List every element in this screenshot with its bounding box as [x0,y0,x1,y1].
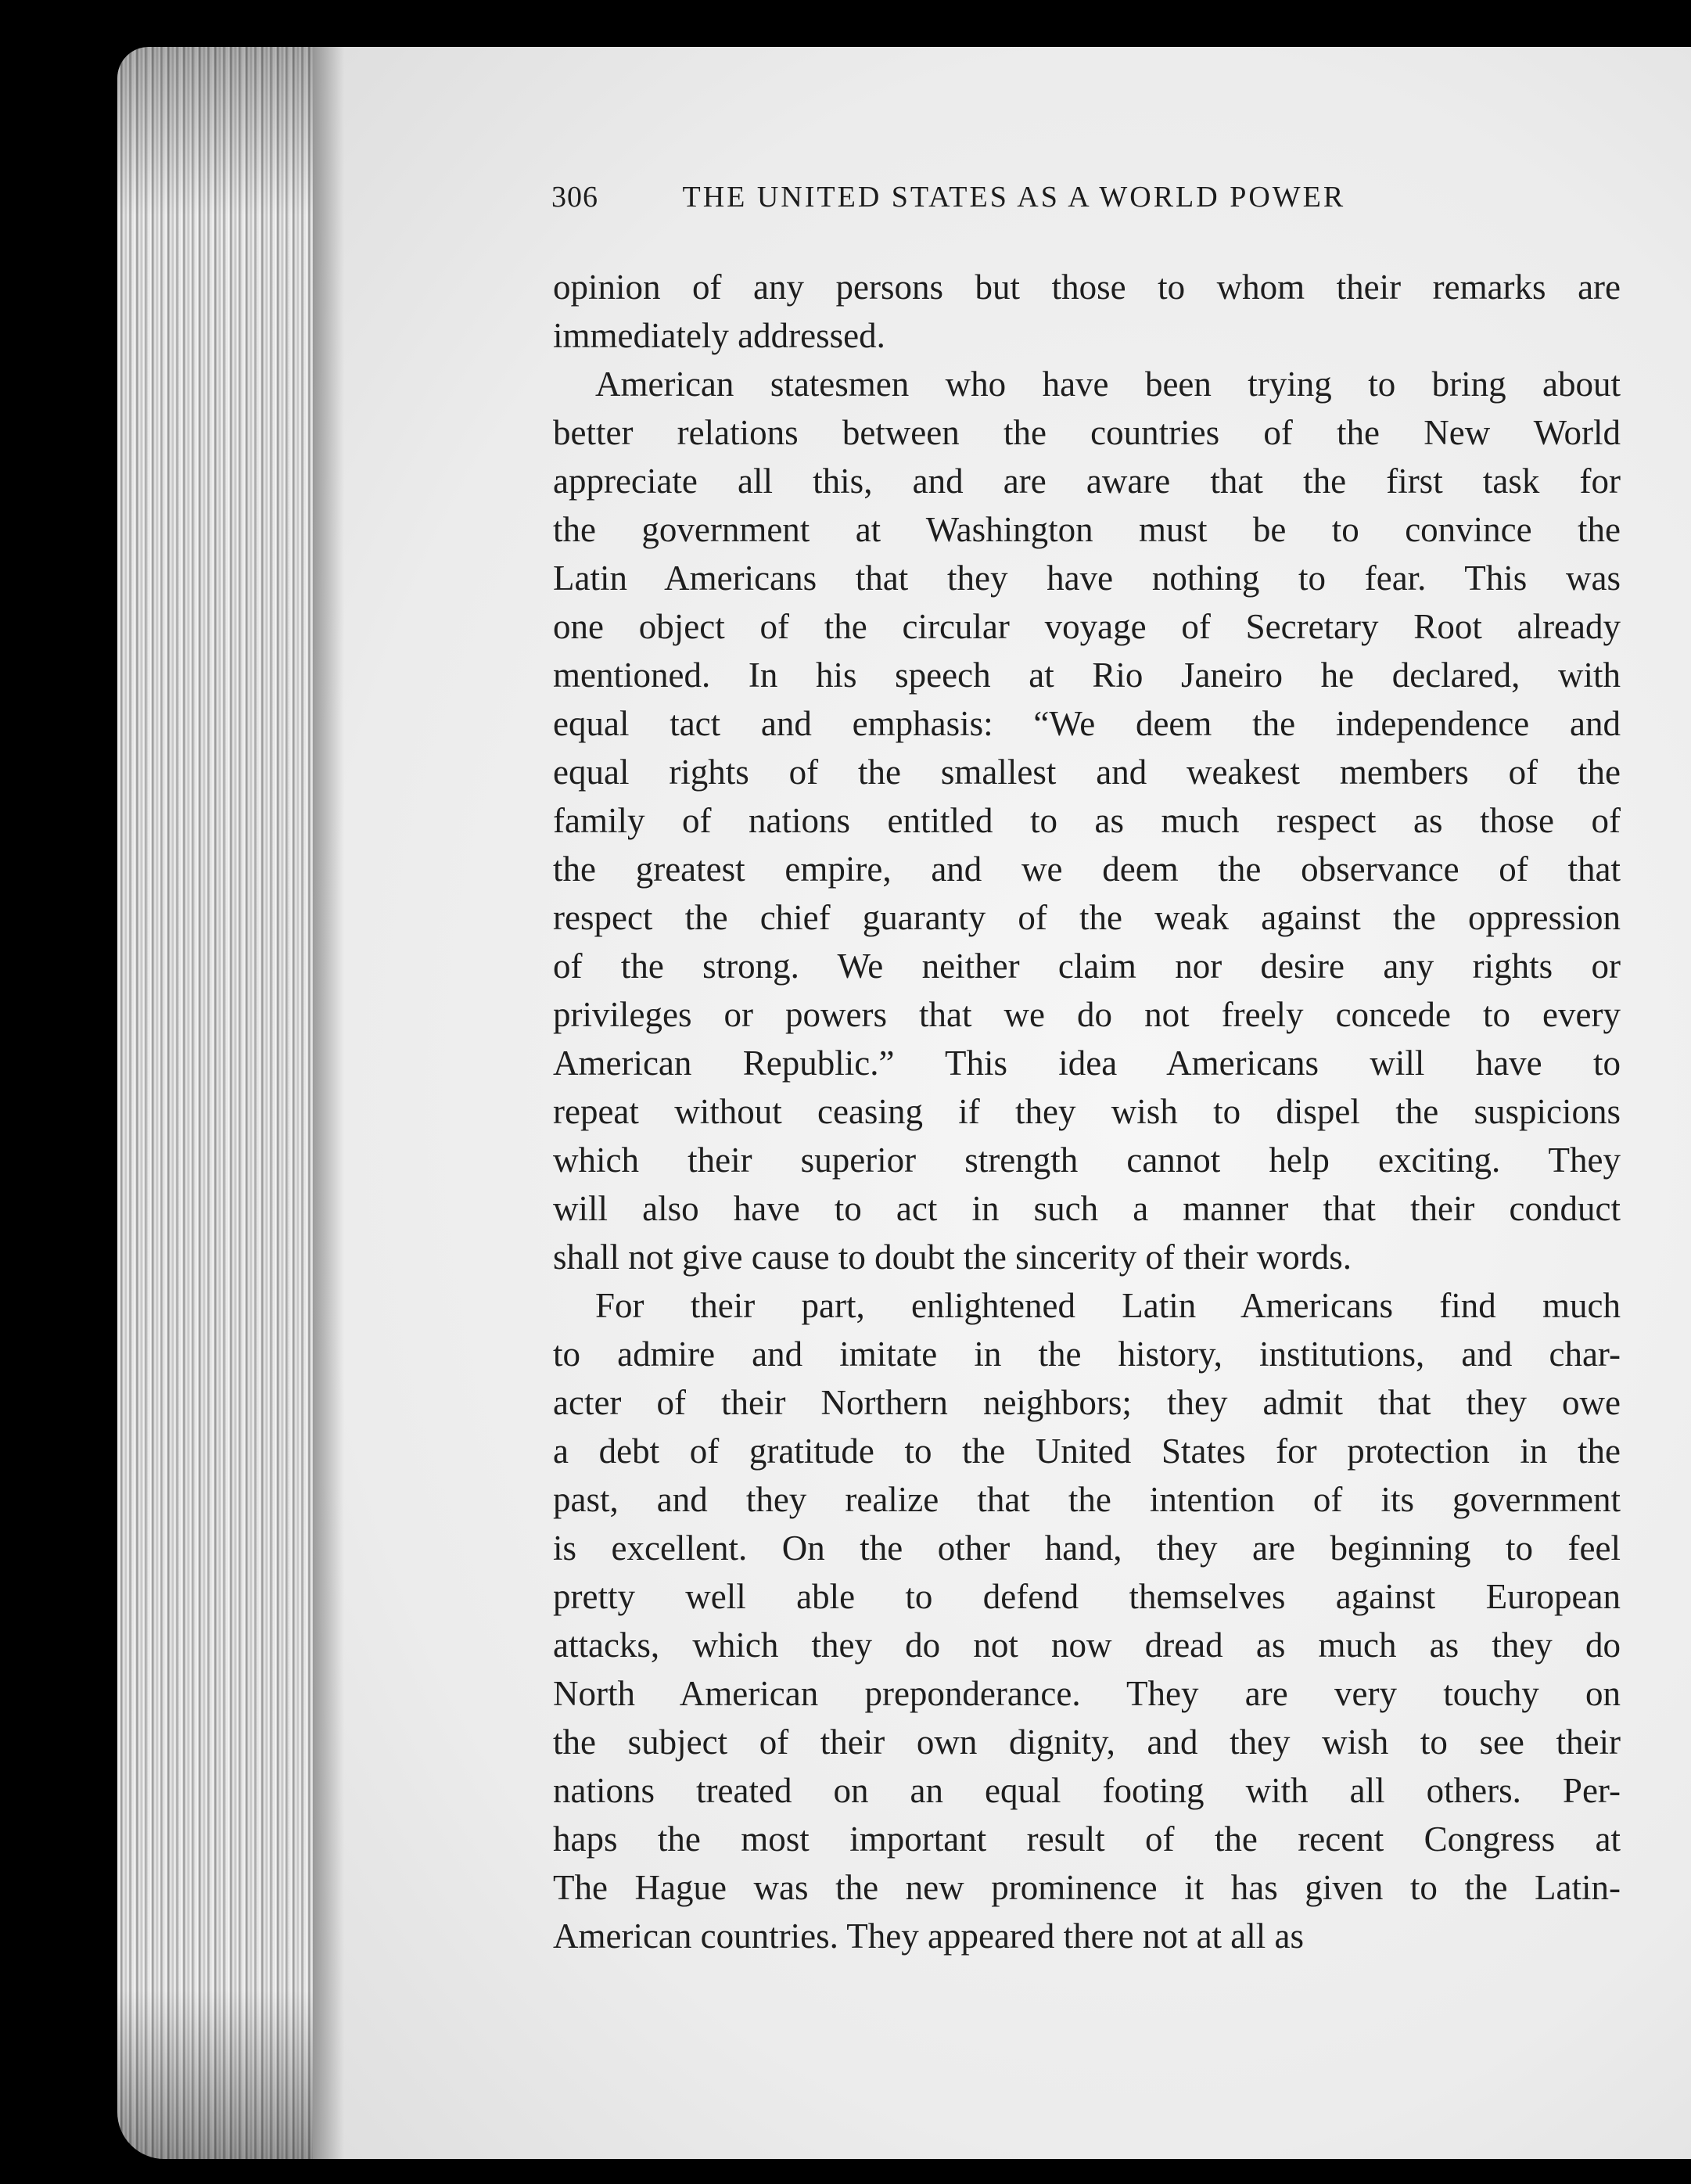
text-line: respect the chief guaranty of the weak against the oppression [553,898,1621,937]
text-line: Latin Americans that they have nothing to fear. This was [553,559,1621,598]
text-line: North American preponderance. They are very touchy on [553,1674,1621,1713]
body-text [553,263,1621,1960]
text-line: is excellent. On the other hand, they are beginning to feel [553,1528,1621,1568]
text-line: For their part, enlightened Latin Americans find much [595,1286,1621,1325]
text-line: the greatest empire, and we deem the observance of that [553,850,1621,889]
running-head: THE UNITED STATES AS A WORLD POWER [682,181,1346,214]
text-line: privileges or powers that we do not freely concede to every [553,995,1621,1034]
text-line: opinion of any persons but those to whom their remarks are [553,268,1621,307]
text-line: the government at Washington must be to convince the [553,510,1621,549]
text-line: a debt of gratitude to the United States for protection in the [553,1431,1621,1471]
text-line: immediately addressed. [553,316,885,355]
page-header [551,180,1498,214]
text-line: which their superior strength cannot help exciting. They [553,1140,1621,1180]
text-line: The Hague was the new prominence it has given to the Latin- [553,1868,1621,1907]
text-line: to admire and imitate in the history, institutions, and char- [553,1334,1621,1374]
text-line: better relations between the countries of the New World [553,413,1621,452]
text-line: acter of their Northern neighbors; they admit that they owe [553,1383,1621,1422]
text-line: will also have to act in such a manner that their conduct [553,1189,1621,1228]
text-line: American countries. They appeared there not at all as [553,1916,1305,1956]
text-line: pretty well able to defend themselves against European [553,1577,1621,1616]
text-line: nations treated on an equal footing with all others. Per- [553,1771,1621,1810]
text-line: American Republic.” This idea Americans will have to [553,1044,1621,1083]
text-line: one object of the circular voyage of Secretary Root already [553,607,1621,646]
gutter-shadow [313,47,344,2159]
text-line: haps the most important result of the recent Congress at [553,1819,1621,1859]
text-line: attacks, which they do not now dread as much as they do [553,1625,1621,1665]
text-line: past, and they realize that the intention of its government [553,1480,1621,1519]
text-line: of the strong. We neither claim nor desire any rights or [553,947,1621,986]
text-line: appreciate all this, and are aware that the first task for [553,462,1621,501]
text-line: repeat without ceasing if they wish to dispel the suspicions [553,1092,1621,1131]
text-line: mentioned. In his speech at Rio Janeiro he declared, with [553,656,1621,695]
text-line: family of nations entitled to as much respect as those of [553,801,1621,840]
book-page-edges [117,47,336,2159]
text-line: equal tact and emphasis: “We deem the independence and [553,704,1621,743]
text-line: shall not give cause to doubt the sincerity of their words. [553,1237,1352,1277]
text-line: American statesmen who have been trying to bring about [595,365,1621,404]
text-line: the subject of their own dignity, and they wish to see their [553,1722,1621,1762]
page-number: 306 [551,181,598,214]
text-line: equal rights of the smallest and weakest members of the [553,753,1621,792]
